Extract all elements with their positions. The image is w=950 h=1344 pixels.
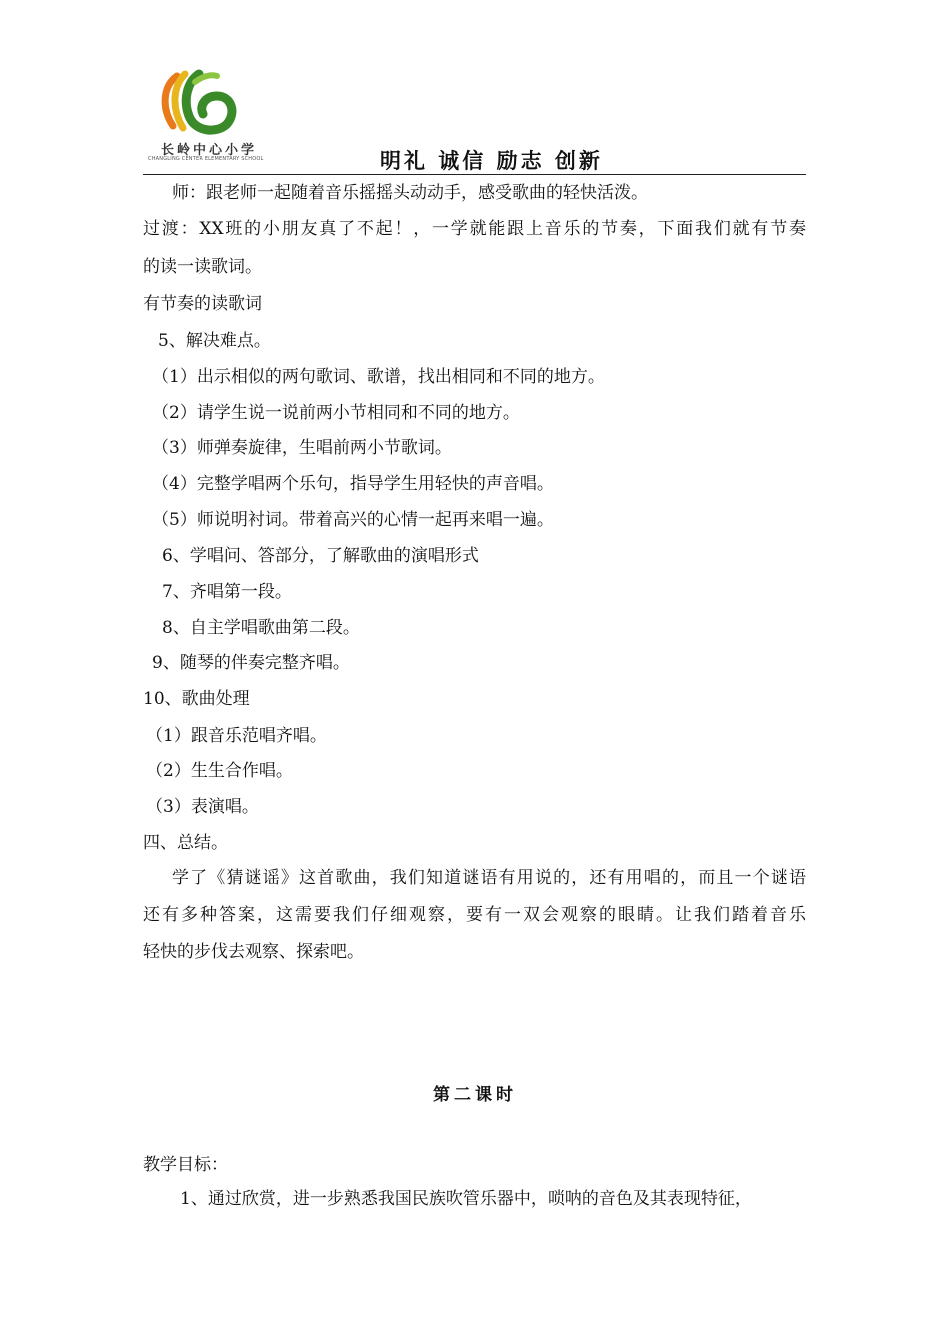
body-line: 6、学唱问、答部分，了解歌曲的演唱形式 [162,546,479,566]
body-line: 7、齐唱第一段。 [162,582,292,602]
goal-item: 1、通过欣赏，进一步熟悉我国民族吹管乐器中，唢呐的音色及其表现特征， [180,1189,752,1209]
body-line: 有节奏的读歌词 [143,294,262,314]
body-line: （4）完整学唱两个乐句，指导学生用轻快的声音唱。 [152,474,554,494]
body-line: 师：跟老师一起随着音乐摇摇头动动手，感受歌曲的轻快活泼。 [172,183,648,203]
body-line: 四、总结。 [143,833,228,853]
body-line: 10、歌曲处理 [143,689,250,709]
school-logo [143,68,273,166]
body-line: 学了《猜谜谣》这首歌曲，我们知道谜语有用说的，还有用唱的，而且一个谜语 [172,868,806,888]
body-line: （2）生生合作唱。 [146,761,293,781]
body-line: 9、随琴的伴奏完整齐唱。 [152,653,350,673]
lesson-title: 第二课时 [433,1085,517,1105]
body-line: 轻快的步伐去观察、探索吧。 [143,942,364,962]
body-line: （1）出示相似的两句歌词、歌谱，找出相同和不同的地方。 [152,367,605,387]
school-motto: 明礼 诚信 励志 创新 [380,148,603,173]
logo-text-cn: 长岭中心小学 [161,143,258,158]
body-line: （3）表演唱。 [146,797,259,817]
body-line: （5）师说明衬词。带着高兴的心情一起再来唱一遍。 [152,510,554,530]
body-line: 5、解决难点。 [158,331,271,351]
body-line: （2）请学生说一说前两小节相同和不同的地方。 [152,403,520,423]
logo-swirl-icon [143,68,273,140]
body-line: 过渡：XX班的小朋友真了不起！，一学就能跟上音乐的节奏，下面我们就有节奏 [143,219,806,239]
goal-label: 教学目标： [143,1155,228,1175]
body-line: （1）跟音乐范唱齐唱。 [146,726,327,746]
body-line: 8、自主学唱歌曲第二段。 [162,618,360,638]
body-line: （3）师弹奏旋律，生唱前两小节歌词。 [152,438,452,458]
logo-text-en: CHANGLING CENTER ELEMENTARY SCHOOL [148,156,264,162]
body-line: 的读一读歌词。 [143,257,262,277]
body-line: 还有多种答案，这需要我们仔细观察，要有一双会观察的眼睛。让我们踏着音乐 [143,905,806,925]
header-divider [143,174,806,175]
